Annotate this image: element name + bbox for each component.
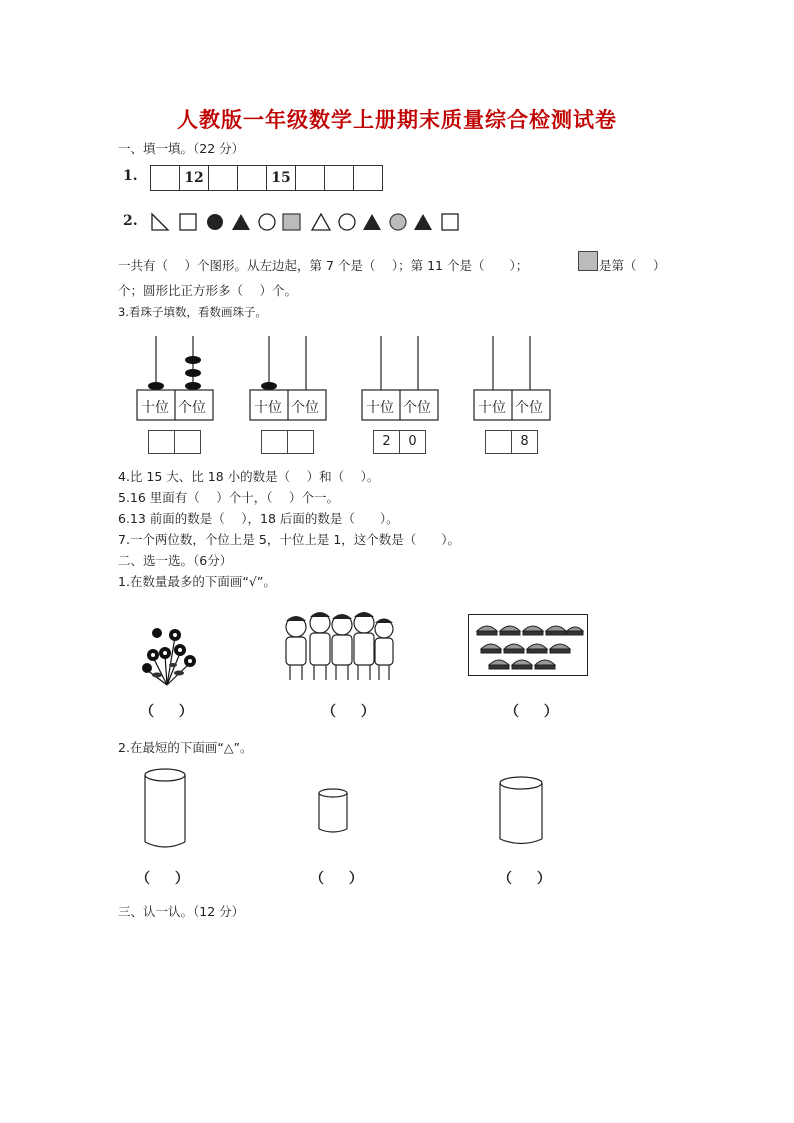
bead (185, 382, 201, 390)
answer-paren-medium[interactable]: （ ） (498, 871, 553, 887)
triangle-filled-shape (414, 214, 432, 230)
right-triangle-outline-shape (152, 214, 168, 230)
circle-outline-shape (339, 214, 355, 230)
answer-tens[interactable] (486, 431, 512, 453)
answer-ones[interactable] (175, 431, 200, 453)
medium-cylinder-image (497, 775, 545, 847)
sequence-cell[interactable] (296, 166, 325, 190)
sequence-cell[interactable] (354, 166, 382, 190)
short-cylinder-image (316, 787, 350, 835)
abacus-1 (136, 332, 216, 425)
ones-label: 个位 (515, 400, 543, 416)
triangle-outline-shape (312, 214, 330, 230)
answer-box[interactable] (485, 430, 538, 454)
answer-box[interactable] (373, 430, 426, 454)
bead (185, 369, 201, 377)
q5-text: 5.16 里面有（ ）个十，（ ）个一。 (118, 490, 340, 505)
square-outline-shape (180, 214, 196, 230)
flowers-image (135, 615, 205, 690)
q3-text: 3.看珠子填数，看数画珠子。 (118, 305, 267, 319)
circle-gray-shape (390, 214, 406, 230)
bead (185, 356, 201, 364)
ones-label: 个位 (178, 400, 206, 416)
answer-paren-flowers[interactable]: （ ） (140, 704, 195, 720)
triangle-filled-shape (363, 214, 381, 230)
number-sequence-boxes (150, 165, 383, 191)
q2-question-line-1: 一共有（ ）个图形。从左边起，第 7 个是（ ）；第 11 个是（ ）； (118, 258, 529, 273)
answer-ones[interactable]: 0 (408, 434, 417, 449)
abacus-3 (361, 332, 441, 449)
tens-label: 十位 (366, 400, 394, 416)
sequence-cell[interactable] (209, 166, 238, 190)
answer-box[interactable] (148, 430, 201, 454)
sequence-cell[interactable]: 15 (267, 166, 296, 190)
q2-number: 2. (123, 213, 138, 229)
abacus-4 (473, 332, 553, 449)
answer-tens[interactable]: 2 (374, 431, 400, 453)
page-title: 人教版一年级数学上册期末质量综合检测试卷 (177, 107, 617, 132)
hamburgers-box (468, 614, 588, 676)
gray-square-inline-icon (578, 251, 598, 271)
q1-number: 1. (123, 168, 138, 184)
section-3-heading: 三、认一认。（12 分） (118, 904, 245, 919)
answer-paren-short[interactable]: （ ） (310, 871, 365, 887)
square-gray-shape (283, 214, 300, 230)
answer-paren-children[interactable]: （ ） (322, 704, 377, 720)
sequence-cell[interactable] (238, 166, 267, 190)
answer-ones[interactable]: 8 (520, 434, 529, 449)
bead (261, 382, 277, 390)
q6-text: 6.13 前面的数是（ ），18 后面的数是（ ）。 (118, 511, 399, 526)
bead (148, 382, 164, 390)
section2-q2-text: 2.在最短的下面画“△”。 (118, 740, 253, 755)
sequence-cell[interactable]: 12 (180, 166, 209, 190)
answer-tens[interactable] (149, 431, 175, 453)
abacus-2 (249, 332, 329, 425)
tens-label: 十位 (478, 400, 506, 416)
circle-filled-shape (207, 214, 223, 230)
q4-text: 4.比 15 大、比 18 小的数是（ ）和（ ）。 (118, 469, 380, 484)
tens-label: 十位 (141, 400, 169, 416)
section2-q1-text: 1.在数量最多的下面画“√”。 (118, 574, 276, 589)
children-group-image (278, 605, 400, 685)
ones-label: 个位 (291, 400, 319, 416)
q2-question-line-2: 个；圆形比正方形多（ ）个。 (118, 283, 297, 298)
answer-box[interactable] (261, 430, 314, 454)
answer-paren-hamburgers[interactable]: （ ） (505, 704, 560, 720)
sequence-cell[interactable] (325, 166, 354, 190)
tall-cylinder-image (142, 766, 188, 850)
ones-label: 个位 (403, 400, 431, 416)
answer-ones[interactable] (288, 431, 313, 453)
tens-label: 十位 (254, 400, 282, 416)
sequence-cell[interactable] (151, 166, 180, 190)
answer-paren-tall[interactable]: （ ） (136, 871, 191, 887)
circle-outline-shape (259, 214, 275, 230)
q2-question-line-1-end: 是第（ ） (599, 258, 666, 273)
section-2-heading: 二、选一选。（6分） (118, 553, 233, 568)
hamburgers-image (469, 615, 587, 675)
section-1-heading: 一、填一填。（22 分） (118, 141, 245, 156)
shape-row (150, 210, 470, 234)
square-outline-shape (442, 214, 458, 230)
q7-text: 7.一个两位数，个位上是 5，十位上是 1，这个数是（ ）。 (118, 532, 461, 547)
answer-tens[interactable] (262, 431, 288, 453)
triangle-filled-shape (232, 214, 250, 230)
